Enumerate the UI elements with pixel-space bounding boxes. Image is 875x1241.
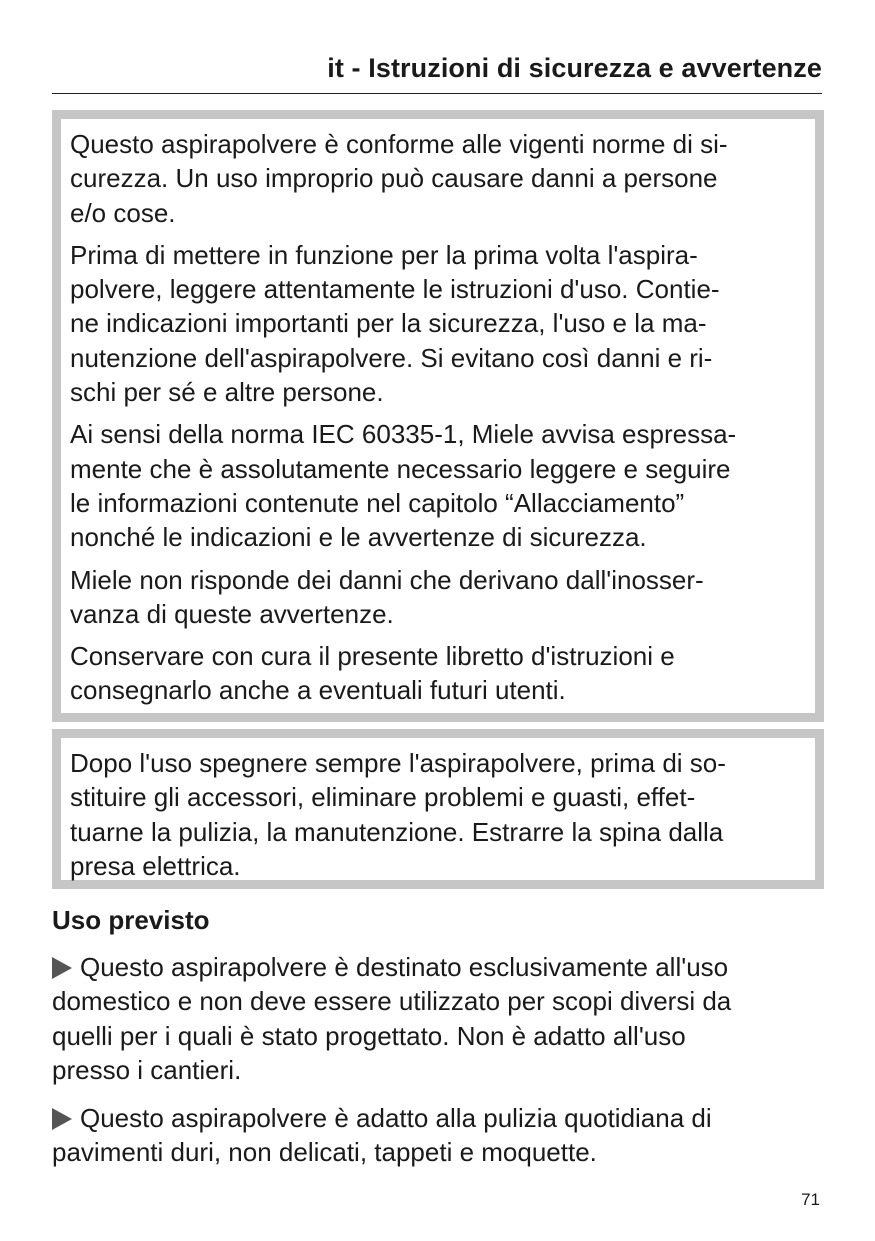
bullet-item — [52, 950, 832, 1087]
warning-paragraph — [70, 563, 805, 632]
text-line: nonché le indicazioni e le avvertenze di sicurezza. — [70, 522, 647, 553]
text-line: mente che è assolutamente necessario leggere e seguire — [70, 453, 731, 484]
text-line: Questo aspirapolvere è conforme alle vigenti norme di si- — [70, 129, 728, 159]
text-line: schi per sé e altre persone. — [70, 377, 384, 408]
text-line: e/o cose. — [70, 197, 176, 228]
safety-warning-box — [52, 110, 824, 722]
warning-paragraph — [70, 639, 805, 708]
header-divider — [52, 93, 822, 94]
text-line: Miele non risponde dei danni che derivano dall'inosser- — [70, 564, 704, 595]
warning-paragraph — [70, 127, 805, 230]
text-line: le informazioni contenute nel capitolo “Allacciamento” — [70, 487, 685, 518]
triangle-bullet-icon — [52, 1108, 72, 1130]
text-line: pavimenti duri, non delicati, tappeti e moquette. — [52, 1137, 597, 1168]
text-line: presa elettrica. — [70, 850, 241, 881]
section-title: Uso previsto — [52, 905, 210, 935]
text-line: polvere, leggere attentamente le istruzioni d'uso. Contie- — [70, 274, 720, 305]
warning-paragraph — [70, 238, 805, 409]
text-line: curezza. Un uso improprio può causare danni a persone — [70, 163, 718, 194]
text-line: Ai sensi della norma IEC 60335-1, Miele avvisa espressa- — [70, 419, 737, 450]
page-header-title: it - Istruzioni di sicurezza e avvertenze — [327, 53, 822, 83]
text-line: Conservare con cura il presente libretto d'istruzioni e — [70, 641, 675, 672]
text-line: presso i cantieri. — [52, 1054, 242, 1085]
text-line: quelli per i quali è stato progettato. Non è adatto all'uso — [52, 1020, 686, 1051]
text-line — [52, 950, 832, 984]
text-line: vanza di queste avvertenze. — [70, 598, 394, 629]
text-line: stituire gli accessori, eliminare problemi e guasti, effet- — [70, 782, 696, 813]
text-line: nutenzione dell'aspirapolvere. Si evitano così danni e ri- — [70, 342, 713, 373]
page-number: 71 — [801, 1190, 820, 1209]
notice-paragraph — [70, 746, 805, 883]
text-line: Dopo l'uso spegnere sempre l'aspirapolvere, prima di so- — [70, 748, 726, 778]
bullet-text: Questo aspirapolvere è destinato esclusivamente all'uso — [80, 952, 729, 982]
text-line: tuarne la pulizia, la manutenzione. Estrarre la spina dalla — [70, 816, 724, 847]
text-line: domestico e non deve essere utilizzato per scopi diversi da — [52, 986, 732, 1017]
bullet-item — [52, 1101, 832, 1170]
text-line: ne indicazioni importanti per la sicurezza, l'uso e la ma- — [70, 308, 707, 339]
warning-paragraph — [70, 417, 805, 554]
text-line: consegnarlo anche a eventuali futuri utenti. — [70, 675, 566, 706]
text-line — [52, 1101, 832, 1135]
unplug-notice-box — [52, 729, 824, 889]
bullet-text: Questo aspirapolvere è adatto alla pulizia quotidiana di — [80, 1103, 712, 1133]
triangle-bullet-icon — [52, 957, 72, 979]
text-line: Prima di mettere in funzione per la prima volta l'aspira- — [70, 239, 698, 270]
